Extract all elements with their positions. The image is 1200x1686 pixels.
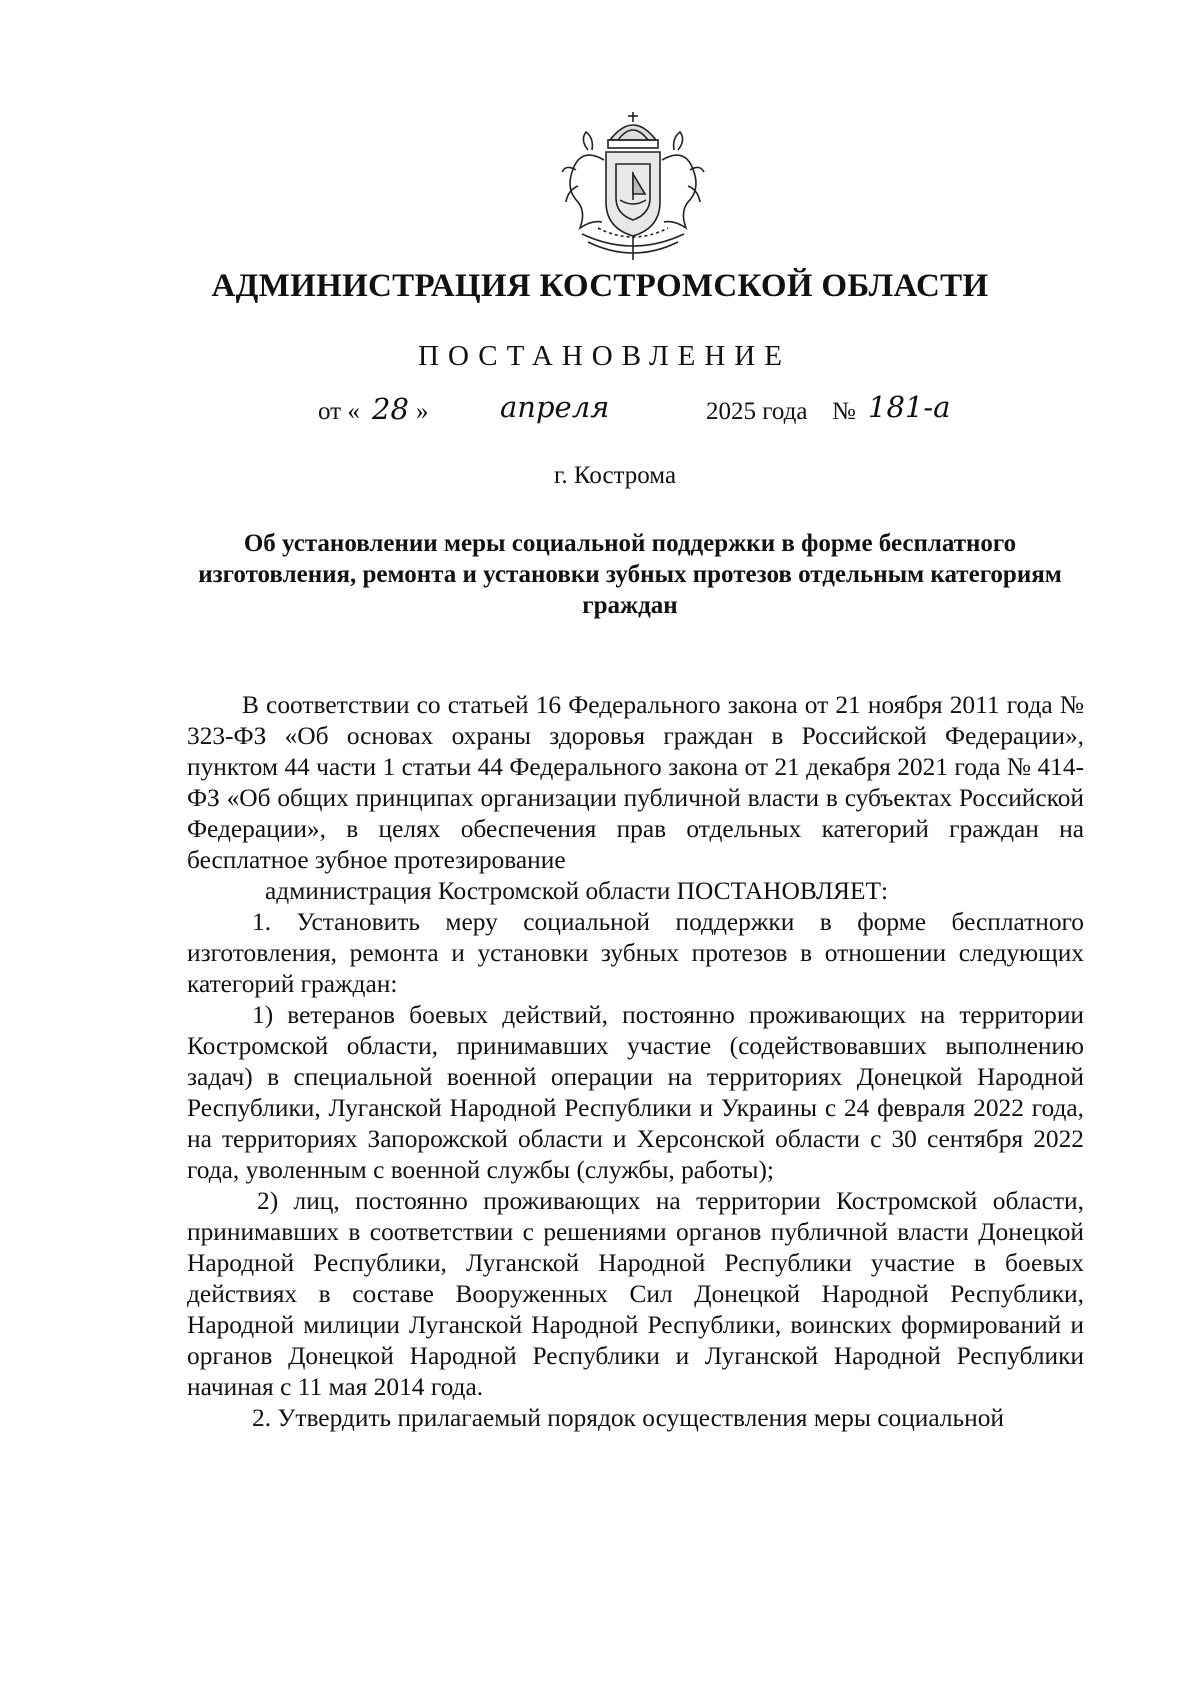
agency-name: АДМИНИСТРАЦИЯ КОСТРОМСКОЙ ОБЛАСТИ bbox=[211, 268, 989, 304]
date-year: 2025 года bbox=[706, 398, 808, 425]
city-name: г. Кострома bbox=[553, 462, 677, 489]
document-title: Об установлении меры социальной поддержки в форме бесплатного изготовления, ремонта и установки зубных протезов отдельным категориям граждан bbox=[198, 530, 1062, 619]
paragraph-item-2: 2. Утвердить прилагаемый порядок осуществления меры социальной bbox=[252, 1404, 1005, 1432]
date-month: апреля bbox=[500, 390, 610, 424]
document-body bbox=[187, 690, 1084, 1434]
paragraph-preamble: В соответствии со статьей 16 Федерального закона от 21 ноября 2011 года № 323-ФЗ «Об основах охраны здоровья граждан в Российской Федерации», пунктом 44 части 1 статьи 44 Федерального закона от 21 декабря 2021 года № 414-ФЗ «Об общих принципах организации публичной власти в субъектах Российской Федерации», в целях обеспечения прав отдельных категорий граждан на бесплатное зубное протезирование bbox=[187, 691, 1084, 874]
coat-of-arms-emblem bbox=[558, 110, 708, 265]
number-sign: № bbox=[832, 398, 856, 425]
document-type: ПОСТАНОВЛЕНИЕ bbox=[418, 340, 791, 372]
paragraph-item-1: 1. Установить меру социальной поддержки в форме бесплатного изготовления, ремонта и установки зубных протезов в отношении следующих категорий граждан: bbox=[187, 908, 1084, 998]
paragraph-subitem-2: 2) лиц, постоянно проживающих на территории Костромской области, принимавших в соответствии с решениями органов публичной власти Донецкой Народной Республики, Луганской Народной Республики участие в боевых действиях в составе Вооруженных Сил Донецкой Народной Республики, Народной милиции Луганской Народной Республики, воинских формирований и органов Донецкой Народной Республики и Луганской Народной Республики начиная с 11 мая 2014 года. bbox=[187, 1187, 1084, 1401]
paragraph-subitem-1: 1) ветеранов боевых действий, постоянно проживающих на территории Костромской области, принимавших участие (содействовавших выполнению задач) в специальной военной операции на территориях Донецкой Народной Республики, Луганской Народной Республики и Украины с 24 февраля 2022 года, на территориях Запорожской области и Херсонской области с 30 сентября 2022 года, уволенным с военной службы (службы, работы); bbox=[187, 1001, 1084, 1184]
date-day-close: » bbox=[416, 398, 429, 425]
date-day: 28 bbox=[372, 392, 409, 426]
date-prefix: от « bbox=[318, 398, 360, 425]
paragraph-resolves: администрация Костромской области ПОСТАНОВЛЯЕТ: bbox=[265, 877, 889, 905]
document-number: 181-а bbox=[868, 390, 951, 424]
